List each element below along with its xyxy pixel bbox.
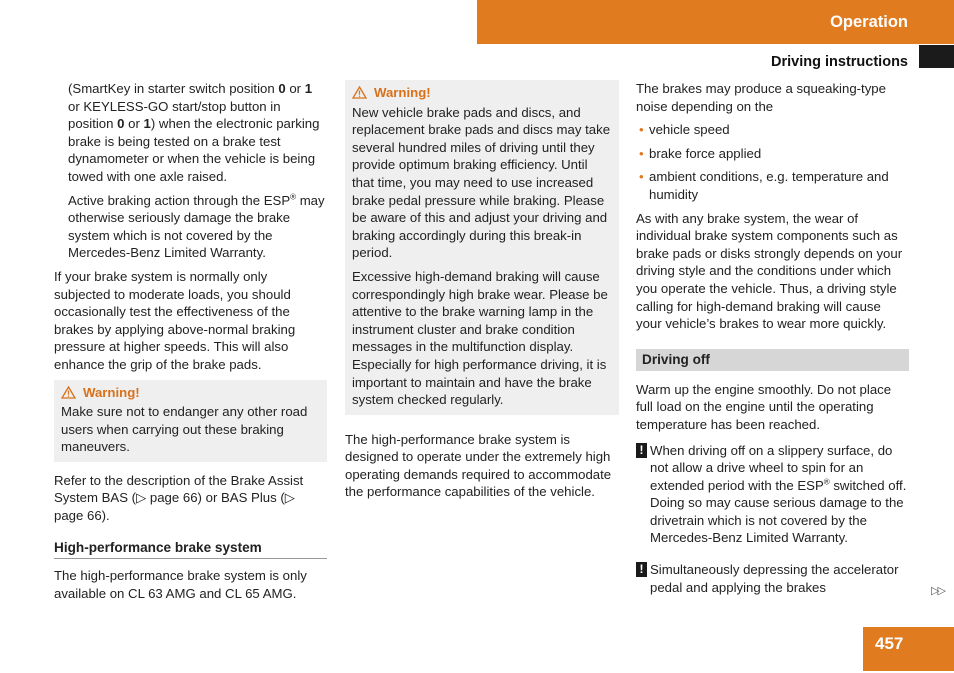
column-2 xyxy=(345,80,619,507)
paragraph-hp-design: The high-performance brake system is designed to operate under the extremely high operating demands required to accommodate the performance capabilities of the vehicle. xyxy=(345,431,612,500)
warning-title: Warning! xyxy=(374,85,431,100)
warning-triangle-icon xyxy=(61,386,76,399)
page-number: 457 xyxy=(863,627,954,671)
column-3 xyxy=(636,80,909,610)
warning-text: Make sure not to endanger any other road users when carrying out these braking maneuvers. xyxy=(61,404,308,455)
warning-text-break-in: New vehicle brake pads and discs, and replacement brake pads and discs may take several hundred miles of driving until they provide optimum braking efficiency. Until that time, you may need to use increased brake pedal pressure while braking. Please be aware of this and adjust your driving and braking accordingly during this break-in period. xyxy=(352,104,611,261)
list-item: • brake force applied xyxy=(636,145,909,163)
section-title: Driving instructions xyxy=(771,54,908,70)
paragraph-warm-up: Warm up the engine smoothly. Do not place full load on the engine until the operating temperature has been reached. xyxy=(636,381,892,432)
warning-triangle-icon xyxy=(352,86,367,99)
paragraph-squeak: The brakes may produce a squeaking-type noise depending on the xyxy=(636,81,886,114)
subheading-high-performance: High-performance brake system xyxy=(54,539,327,560)
continue-arrows-icon: ▷▷ xyxy=(931,585,944,597)
squeak-factors-list xyxy=(636,121,909,203)
chapter-tab-marker xyxy=(919,45,954,68)
notice-pedals: ! Simultaneously depressing the accelerator pedal and applying the brakes xyxy=(636,561,909,596)
paragraph-smartkey: (SmartKey in starter switch position 0 or 1 or KEYLESS-GO start/stop button in position 0 or 1) when the electronic parking brake is being tested on a brake test dynamometer or when the vehicle is being towed with one axle raised. xyxy=(68,81,320,184)
column-1 xyxy=(54,80,327,608)
paragraph-esp-damage: Active braking action through the ESP® may otherwise seriously damage the brake system which is not covered by the Mercedes-Benz Limited Warranty. xyxy=(68,192,325,261)
list-item: • ambient conditions, e.g. temperature and humidity xyxy=(636,168,909,203)
paragraph-wear: As with any brake system, the wear of individual brake system components such as brake pads or disks strongly depends on your driving style and the conditions under which you operate the vehicle. Thus, a driving style calling for high-demand braking will cause your vehicle’s brakes to wear more quickly. xyxy=(636,210,903,332)
paragraph-refer-bas: Refer to the description of the Brake Assist System BAS (▷ page 66) or BAS Plus (▷ page 66). xyxy=(54,472,304,524)
notice-slippery-surface: ! When driving off on a slippery surface, do not allow a drive wheel to spin for an extended period with the ESP® switched off. Doing so may cause serious damage to the drivetrain which is not covered by the Mercedes-Benz Limited Warranty. xyxy=(636,442,909,548)
paragraph-brake-test: If your brake system is normally only subjected to moderate loads, you should occasionally test the effectiveness of the brakes by applying above-normal braking pressure at higher speeds. This will also enhance the grip of the brake pads. xyxy=(54,268,296,372)
section-bar-driving-off: Driving off xyxy=(636,349,909,371)
warning-box-maneuvers xyxy=(54,380,327,462)
list-item: • vehicle speed xyxy=(636,121,909,139)
chapter-header xyxy=(477,0,954,44)
exclamation-icon: ! xyxy=(636,562,647,577)
exclamation-icon: ! xyxy=(636,443,647,458)
chapter-title: Operation xyxy=(830,13,908,31)
warning-title: Warning! xyxy=(83,384,140,400)
paragraph-hp-availability: The high-performance brake system is only available on CL 63 AMG and CL 65 AMG. xyxy=(54,568,307,601)
warning-text-wear: Excessive high-demand braking will cause correspondingly high brake wear. Please be attentive to the brake warning lamp in the instrument cluster and brake condition messages in the multifunction display. Especially for high performance driving, it is important to maintain and have the brake system checked regularly. xyxy=(352,268,608,408)
warning-box-brake-pads xyxy=(345,80,619,415)
